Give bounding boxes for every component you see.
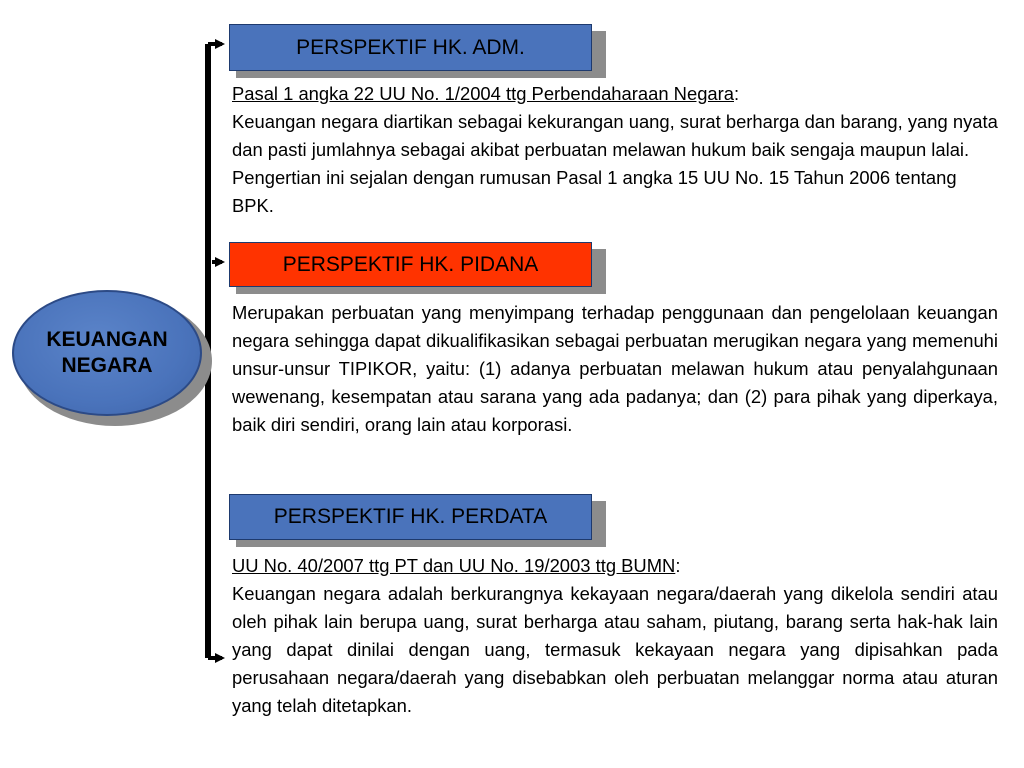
adm-reference: Pasal 1 angka 22 UU No. 1/2004 ttg Perbendaharaan Negara (232, 83, 734, 104)
center-ellipse (12, 290, 202, 416)
pidana-text-block (232, 299, 998, 439)
perdata-body: Keuangan negara adalah berkurangnya kekayaan negara/daerah yang dikelola sendiri atau oleh pihak lain berupa uang, surat berharga atau saham, piutang, barang serta hak-hak lain yang dapat dinilai dengan uang, termasuk kekayaan negara yang dipisahkan pada perusahaan negara/daerah yang disebabkan oleh perbuatan melanggar norma atau aturan yang telah ditetapkan. (232, 583, 998, 716)
adm-text-block (232, 80, 998, 220)
perdata-perspective-title: PERSPEKTIF HK. PERDATA (273, 505, 548, 528)
adm-reference-line (232, 80, 998, 108)
perdata-text-block (232, 552, 998, 720)
pidana-perspective-title: PERSPEKTIF HK. PIDANA (282, 252, 539, 276)
perdata-reference-line (232, 552, 998, 580)
pidana-perspective-box (229, 242, 592, 287)
adm-perspective-box (229, 24, 592, 71)
adm-perspective-title: PERSPEKTIF HK. ADM. (296, 35, 525, 59)
perdata-perspective-box (229, 494, 592, 540)
adm-reference-suffix: : (734, 83, 740, 104)
pidana-body: Merupakan perbuatan yang menyimpang terhadap penggunaan dan pengelolaan keuangan negara sehingga dapat dikualifikasikan sebagai perbuatan merugikan negara yang memenuhi unsur-unsur TIPIKOR, yaitu: (1) adanya perbuatan melawan hukum atau penyalahgunaan wewenang, kesempatan atau sarana yang ada padanya; dan (2) para pihak yang diperkaya, baik diri sendiri, orang lain atau korporasi. (232, 302, 998, 435)
perdata-reference: UU No. 40/2007 ttg PT dan UU No. 19/2003 ttg BUMN (232, 555, 676, 576)
center-label: KEUANGAN NEGARA (46, 328, 168, 377)
adm-body: Keuangan negara diartikan sebagai kekurangan uang, surat berharga dan barang, yang nyata dan pasti jumlahnya sebagai akibat perbuatan melawan hukum baik sengaja maupun lalai. Pengertian ini sejalan dengan rumusan Pasal 1 angka 15 UU No. 15 Tahun 2006 tentang BPK. (232, 111, 998, 216)
perdata-reference-suffix: : (675, 555, 681, 576)
